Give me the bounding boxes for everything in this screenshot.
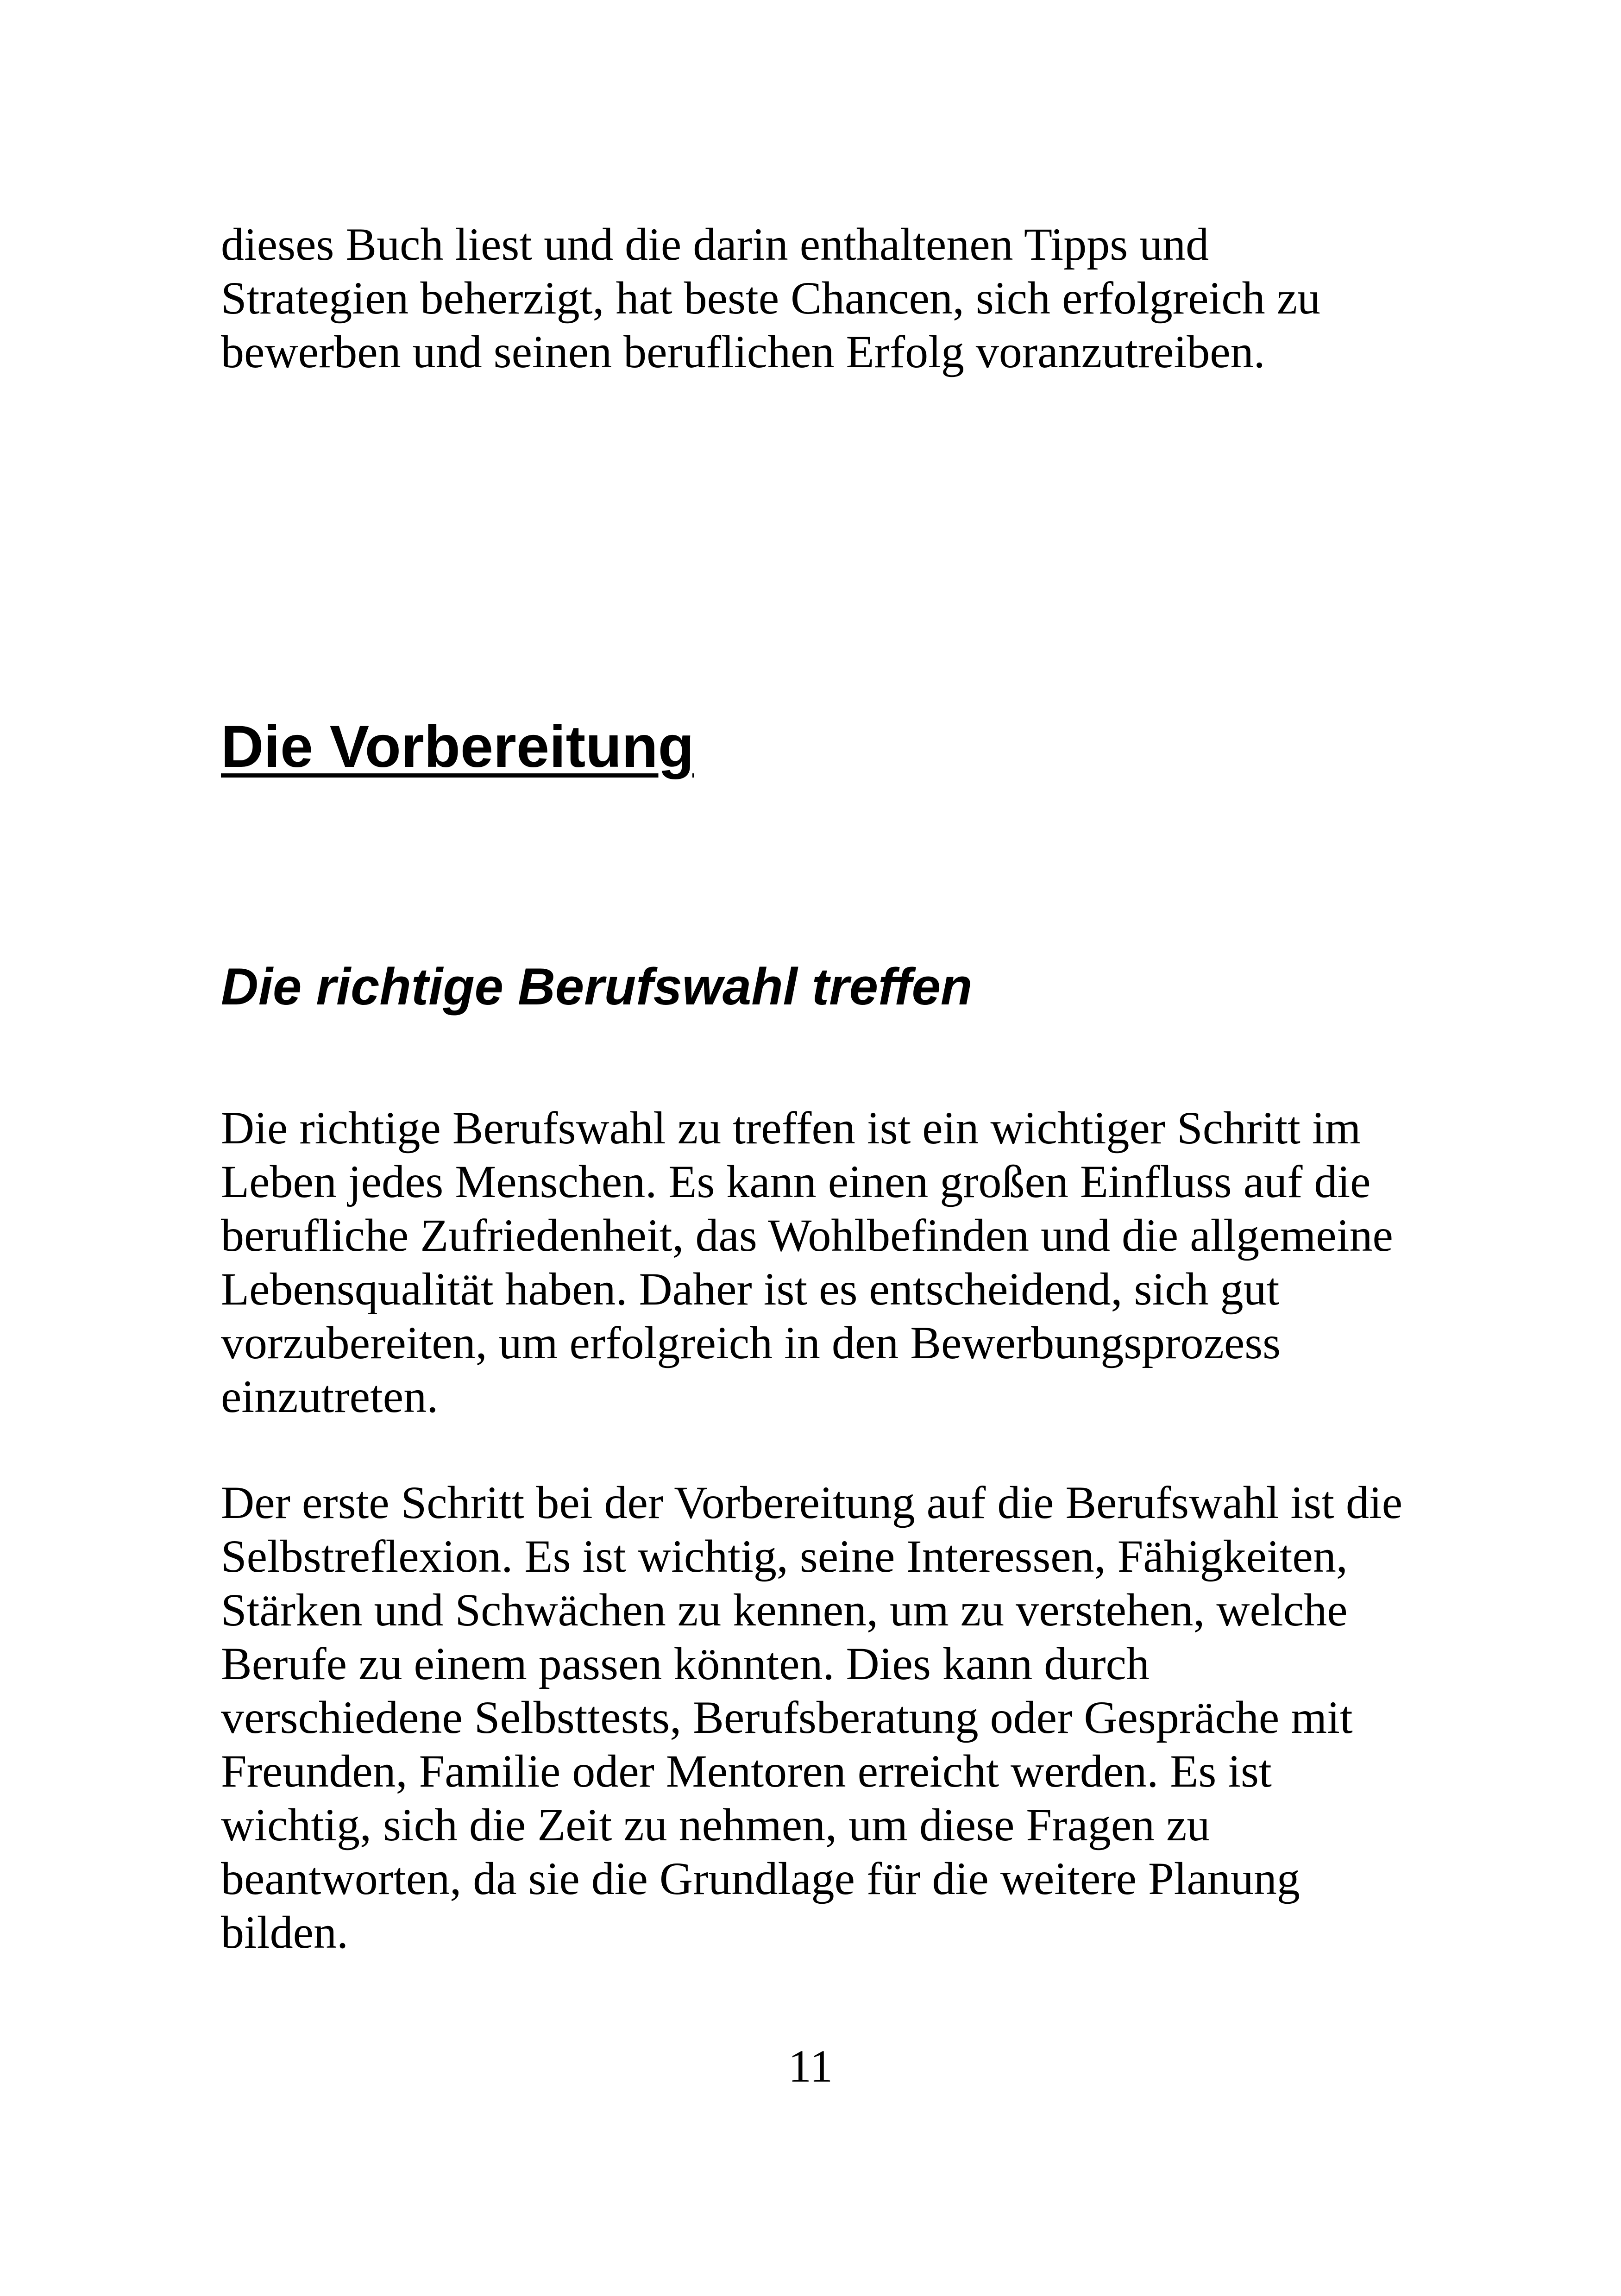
section-title: Die richtige Berufswahl treffen	[221, 958, 973, 1016]
text-line: Die richtige Berufswahl zu treffen ist ein wichtiger Schritt im	[221, 1102, 1361, 1154]
intro-paragraph	[221, 218, 1471, 379]
text-line: berufliche Zufriedenheit, das Wohlbefinden und die allgemeine	[221, 1210, 1393, 1261]
text-line: Freunden, Familie oder Mentoren erreicht werden. Es ist	[221, 1745, 1272, 1797]
text-line: dieses Buch liest und die darin enthaltenen Tipps und	[221, 219, 1209, 270]
page-number: 11	[788, 2040, 833, 2092]
paragraph-berufswahl	[221, 1101, 1471, 1424]
text-line: bilden.	[221, 1907, 348, 1958]
text-line: verschiedene Selbsttests, Berufsberatung oder Gespräche mit	[221, 1692, 1353, 1743]
text-line: Selbstreflexion. Es ist wichtig, seine Interessen, Fähigkeiten,	[221, 1531, 1348, 1582]
text-line: Stärken und Schwächen zu kennen, um zu verstehen, welche	[221, 1584, 1348, 1636]
text-line: Strategien beherzigt, hat beste Chancen, sich erfolgreich zu	[221, 272, 1321, 324]
text-line: Lebensqualität haben. Daher ist es entscheidend, sich gut	[221, 1263, 1280, 1315]
text-line: beantworten, da sie die Grundlage für die weitere Planung	[221, 1853, 1300, 1904]
text-line: Leben jedes Menschen. Es kann einen großen Einfluss auf die	[221, 1156, 1371, 1207]
text-line: Berufe zu einem passen könnten. Dies kann durch	[221, 1638, 1150, 1689]
text-line: Der erste Schritt bei der Vorbereitung auf die Berufswahl ist die	[221, 1477, 1403, 1528]
text-line: vorzubereiten, um erfolgreich in den Bewerbungsprozess	[221, 1317, 1281, 1368]
text-line: wichtig, sich die Zeit zu nehmen, um diese Fragen zu	[221, 1799, 1210, 1851]
text-line: bewerben und seinen beruflichen Erfolg voranzutreiben.	[221, 326, 1265, 377]
chapter-title: Die Vorbereitung	[221, 714, 694, 780]
text-line: einzutreten.	[221, 1371, 439, 1422]
paragraph-selbstreflexion	[221, 1476, 1471, 1959]
